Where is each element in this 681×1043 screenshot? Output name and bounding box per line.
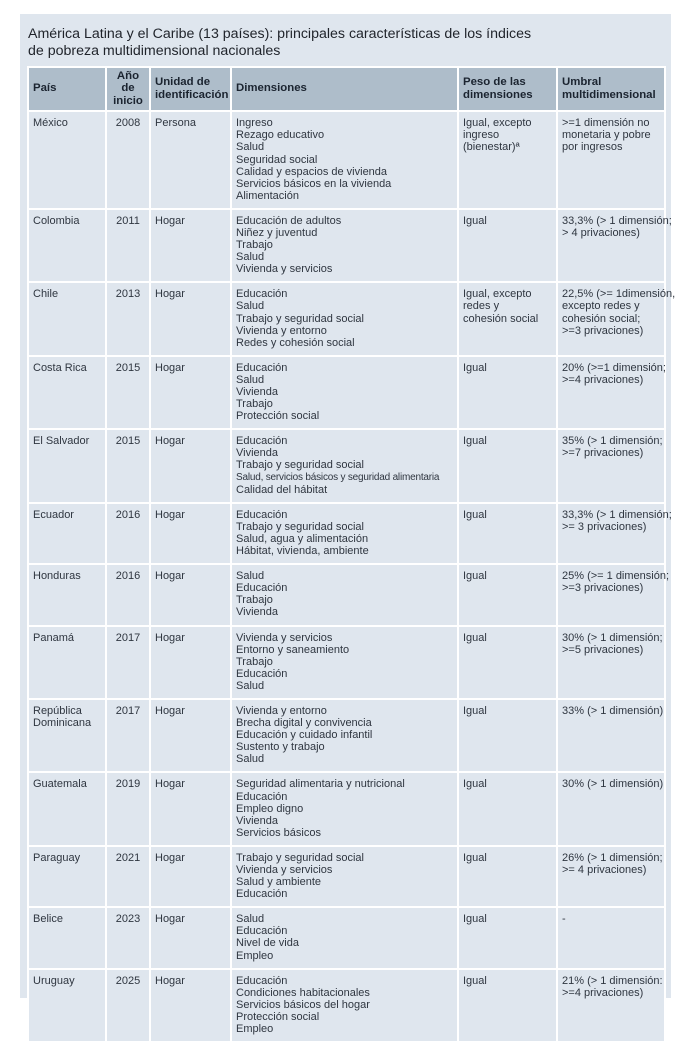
year-cell: 2011 — [106, 209, 150, 282]
header-unit-line: identificación — [155, 88, 229, 101]
dimension-item: Seguridad alimentaria y nutricional — [236, 778, 405, 791]
weight-line: Igual — [463, 778, 487, 791]
table-row — [28, 356, 665, 429]
country-line: Dominicana — [33, 717, 92, 730]
table-row — [28, 846, 665, 907]
weight-line: cohesión social — [463, 312, 539, 325]
country-cell — [28, 699, 106, 772]
unit-cell: Hogar — [150, 969, 231, 1042]
header-weight — [458, 67, 557, 111]
year-cell: 2008 — [106, 111, 150, 209]
poverty-index-table — [27, 66, 676, 1043]
dimension-item: Salud — [236, 141, 265, 154]
table-row — [28, 111, 665, 209]
year-cell: 2017 — [106, 626, 150, 699]
dimension-item: Ingreso — [236, 117, 273, 130]
dimension-item: Vivienda y servicios — [236, 864, 333, 876]
threshold-cell — [557, 356, 665, 429]
country-cell — [28, 846, 106, 907]
country-line: Paraguay — [33, 851, 81, 864]
country-line: Guatemala — [33, 778, 87, 791]
country-cell — [28, 209, 106, 282]
country-line: Panamá — [33, 631, 74, 644]
weight-line: (bienestar)ª — [463, 141, 520, 154]
dimension-item: Vivienda y entorno — [236, 324, 327, 337]
unit-cell: Hogar — [150, 282, 231, 355]
country-line: República — [33, 704, 82, 717]
weight-line: Igual, excepto — [463, 288, 532, 301]
year-cell: 2015 — [106, 356, 150, 429]
dimension-item: Vivienda — [236, 814, 278, 827]
country-cell — [28, 429, 106, 502]
weight-cell — [458, 282, 557, 355]
header-year-line: inicio — [113, 94, 143, 107]
threshold-cell — [557, 429, 665, 502]
dimension-item: Educación de adultos — [236, 214, 342, 227]
dimension-item: Salud, agua y alimentación — [236, 532, 369, 545]
dimension-item: Educación — [236, 508, 288, 521]
dimensions-cell — [231, 356, 458, 429]
threshold-line: 30% (> 1 dimensión) — [562, 778, 664, 791]
threshold-cell — [557, 846, 665, 907]
dimension-item: Salud — [236, 679, 265, 692]
dimension-item: Empleo — [236, 1023, 274, 1036]
weight-cell — [458, 969, 557, 1042]
threshold-line: > 4 privaciones) — [562, 226, 640, 239]
weight-line: Igual — [463, 851, 487, 864]
unit-cell: Hogar — [150, 564, 231, 625]
header-threshold — [557, 67, 665, 111]
dimensions-cell — [231, 772, 458, 845]
country-cell — [28, 907, 106, 968]
dimension-item: Educación y cuidado infantil — [236, 729, 373, 742]
dimension-item: Hábitat, vivienda, ambiente — [236, 545, 369, 558]
weight-cell — [458, 772, 557, 845]
threshold-line: 21% (> 1 dimensión: — [562, 974, 663, 987]
dimensions-cell — [231, 969, 458, 1042]
dimension-item: Vivienda y servicios — [236, 631, 333, 644]
header-weight-line: Peso de las — [463, 76, 526, 89]
dimension-item: Trabajo y seguridad social — [236, 851, 364, 864]
year-cell: 2017 — [106, 699, 150, 772]
dimension-item: Protección social — [236, 410, 320, 423]
year-cell: 2013 — [106, 282, 150, 355]
dimension-item: Servicios básicos — [236, 826, 321, 839]
unit-cell: Hogar — [150, 429, 231, 502]
weight-line: Igual, excepto — [463, 117, 532, 130]
header-row — [28, 67, 665, 111]
dimension-item: Salud — [236, 373, 265, 386]
header-weight-line: dimensiones — [463, 88, 533, 101]
unit-cell: Hogar — [150, 626, 231, 699]
dimension-item: Sustento y trabajo — [236, 741, 325, 754]
year-cell: 2023 — [106, 907, 150, 968]
year-cell: 2021 — [106, 846, 150, 907]
country-cell — [28, 772, 106, 845]
country-cell — [28, 626, 106, 699]
country-line: Chile — [33, 288, 59, 301]
dimension-item: Condiciones habitacionales — [236, 986, 370, 999]
header-threshold-line: multidimensional — [562, 88, 656, 101]
country-cell — [28, 564, 106, 625]
year-cell: 2015 — [106, 429, 150, 502]
dimensions-cell — [231, 209, 458, 282]
dimensions-cell — [231, 626, 458, 699]
country-line: Honduras — [33, 570, 81, 583]
weight-line: Igual — [463, 361, 487, 374]
threshold-cell — [557, 699, 665, 772]
dimension-item: Empleo digno — [236, 802, 304, 815]
dimension-item: Seguridad social — [236, 153, 318, 166]
unit-cell: Hogar — [150, 356, 231, 429]
dimension-item: Salud — [236, 251, 265, 264]
table-row — [28, 282, 665, 355]
dimension-item: Vivienda — [236, 606, 278, 619]
dimensions-cell — [231, 907, 458, 968]
dimension-item: Salud — [236, 300, 265, 313]
country-cell — [28, 356, 106, 429]
year-cell: 2019 — [106, 772, 150, 845]
dimension-item: Rezago educativo — [236, 129, 325, 142]
threshold-line: - — [562, 913, 566, 926]
table-row — [28, 503, 665, 564]
dimension-item: Educación — [236, 361, 288, 374]
header-country: País — [28, 67, 106, 111]
dimension-item: Vivienda y servicios — [236, 263, 333, 276]
threshold-line: >=3 privaciones) — [562, 582, 644, 595]
unit-cell: Hogar — [150, 699, 231, 772]
dimension-item: Servicios básicos del hogar — [236, 998, 370, 1011]
dimension-item: Salud, servicios básicos y seguridad alimentaria — [236, 471, 440, 483]
country-cell — [28, 969, 106, 1042]
dimension-item: Calidad y espacios de vivienda — [236, 165, 388, 178]
table-panel — [20, 14, 676, 1036]
dimensions-cell — [231, 111, 458, 209]
country-line: Costa Rica — [33, 361, 87, 374]
dimension-item: Trabajo — [236, 398, 273, 411]
threshold-cell — [557, 626, 665, 699]
threshold-cell — [557, 503, 672, 564]
dimension-item: Salud — [236, 570, 265, 583]
threshold-line: 33,3% (> 1 dimensión; — [562, 508, 672, 521]
dimensions-cell — [231, 564, 458, 625]
threshold-line: >=3 privaciones) — [562, 324, 644, 337]
title-line: de pobreza multidimensional nacionales — [28, 43, 281, 59]
table-row — [28, 209, 665, 282]
header-dimensions: Dimensiones — [231, 67, 458, 111]
table-title — [28, 26, 648, 60]
dimensions-cell — [231, 282, 458, 355]
threshold-line: >= 3 privaciones) — [562, 520, 647, 533]
dimension-item: Educación — [236, 925, 288, 938]
dimension-item: Alimentación — [236, 189, 299, 202]
unit-cell: Persona — [150, 111, 231, 209]
weight-cell — [458, 429, 557, 502]
table-row — [28, 699, 665, 772]
dimension-item: Educación — [236, 667, 288, 680]
header-year — [106, 67, 150, 111]
dimension-item: Trabajo y seguridad social — [236, 312, 364, 325]
dimension-item: Educación — [236, 435, 288, 448]
year-cell: 2025 — [106, 969, 150, 1042]
table-body — [28, 111, 676, 1042]
weight-cell — [458, 626, 557, 699]
threshold-line: >=7 privaciones) — [562, 447, 644, 460]
weight-cell — [458, 503, 557, 564]
unit-cell: Hogar — [150, 209, 231, 282]
country-cell — [28, 503, 106, 564]
threshold-line: >=1 dimensión no — [562, 117, 650, 130]
year-cell: 2016 — [106, 503, 150, 564]
weight-cell — [458, 564, 557, 625]
dimension-item: Servicios básicos en la vivienda — [236, 177, 392, 190]
weight-cell — [458, 907, 557, 968]
dimension-item: Trabajo — [236, 239, 273, 252]
dimension-item: Salud — [236, 913, 265, 926]
header-threshold-line: Umbral — [562, 76, 602, 89]
threshold-cell — [557, 969, 665, 1042]
country-line: El Salvador — [33, 435, 90, 448]
title-line: América Latina y el Caribe (13 países): principales características de los índices — [28, 26, 532, 42]
threshold-cell — [557, 907, 665, 968]
dimension-item: Educación — [236, 974, 288, 987]
dimension-item: Salud — [236, 753, 265, 766]
dimension-item: Educación — [236, 288, 288, 301]
dimensions-cell — [231, 429, 458, 502]
dimension-item: Trabajo y seguridad social — [236, 459, 364, 472]
header-unit-line: Unidad de — [155, 76, 211, 89]
dimension-item: Trabajo — [236, 655, 273, 668]
dimension-item: Redes y cohesión social — [236, 336, 355, 349]
threshold-line: 30% (> 1 dimensión; — [562, 631, 663, 644]
table-row — [28, 564, 665, 625]
country-line: Colombia — [33, 214, 80, 227]
dimensions-cell — [231, 503, 458, 564]
threshold-line: >=5 privaciones) — [562, 643, 644, 656]
weight-line: Igual — [463, 435, 487, 448]
threshold-line: por ingresos — [562, 141, 623, 154]
dimension-item: Vivienda y entorno — [236, 704, 327, 717]
dimension-item: Trabajo — [236, 594, 273, 607]
dimension-item: Entorno y saneamiento — [236, 643, 350, 656]
dimension-item: Empleo — [236, 949, 274, 962]
dimension-item: Nivel de vida — [236, 937, 299, 950]
threshold-line: 25% (>= 1 dimensión; — [562, 570, 670, 583]
threshold-line: >=4 privaciones) — [562, 373, 644, 386]
threshold-line: 33% (> 1 dimensión) — [562, 704, 664, 717]
threshold-line: excepto redes y — [562, 300, 640, 313]
weight-line: ingreso — [463, 129, 500, 142]
dimensions-cell — [231, 846, 458, 907]
threshold-line: >= 4 privaciones) — [562, 864, 647, 876]
threshold-line: 26% (> 1 dimensión; — [562, 851, 663, 864]
country-line: Ecuador — [33, 508, 74, 521]
dimension-item: Vivienda — [236, 447, 278, 460]
dimension-item: Educación — [236, 582, 288, 595]
dimension-item: Trabajo y seguridad social — [236, 520, 364, 533]
weight-cell — [458, 356, 557, 429]
dimensions-cell — [231, 699, 458, 772]
dimension-item: Niñez y juventud — [236, 226, 318, 239]
weight-cell — [458, 111, 557, 209]
weight-line: Igual — [463, 913, 487, 926]
country-cell — [28, 111, 106, 209]
unit-cell: Hogar — [150, 846, 231, 907]
dimension-item: Brecha digital y convivencia — [236, 717, 372, 730]
threshold-line: monetaria y pobre — [562, 129, 651, 142]
dimension-item: Vivienda — [236, 386, 278, 398]
weight-line: Igual — [463, 214, 487, 227]
country-line: México — [33, 117, 68, 130]
dimension-item: Salud y ambiente — [236, 876, 321, 889]
threshold-line: 33,3% (> 1 dimensión; — [562, 214, 672, 227]
dimension-item: Protección social — [236, 1010, 320, 1023]
weight-line: Igual — [463, 508, 487, 521]
table-row — [28, 626, 665, 699]
threshold-line: >=4 privaciones) — [562, 986, 644, 999]
table-row — [28, 969, 665, 1042]
weight-line: Igual — [463, 570, 487, 583]
weight-line: redes y — [463, 300, 500, 313]
weight-line: Igual — [463, 704, 487, 717]
country-cell — [28, 282, 106, 355]
threshold-line: cohesión social; — [562, 312, 641, 325]
threshold-line: 22,5% (>= 1dimensión, — [562, 288, 676, 301]
weight-line: Igual — [463, 631, 487, 644]
table-row — [28, 772, 665, 845]
threshold-cell — [557, 772, 665, 845]
weight-line: Igual — [463, 974, 487, 987]
unit-cell: Hogar — [150, 907, 231, 968]
header-unit — [150, 67, 231, 111]
header-year-line: Año de — [116, 70, 140, 95]
threshold-line: 35% (> 1 dimensión; — [562, 435, 663, 448]
year-cell: 2016 — [106, 564, 150, 625]
table-row — [28, 907, 665, 968]
threshold-cell — [557, 564, 670, 625]
threshold-cell — [557, 282, 676, 355]
weight-cell — [458, 846, 557, 907]
dimension-item: Educación — [236, 790, 288, 803]
country-line: Uruguay — [33, 974, 75, 987]
country-line: Belice — [33, 913, 63, 926]
unit-cell: Hogar — [150, 772, 231, 845]
threshold-cell — [557, 111, 665, 209]
dimension-item: Calidad del hábitat — [236, 483, 328, 496]
threshold-line: 20% (>=1 dimensión; — [562, 361, 666, 374]
unit-cell: Hogar — [150, 503, 231, 564]
threshold-cell — [557, 209, 672, 282]
weight-cell — [458, 209, 557, 282]
weight-cell — [458, 699, 557, 772]
dimension-item: Educación — [236, 888, 288, 901]
table-row — [28, 429, 665, 502]
